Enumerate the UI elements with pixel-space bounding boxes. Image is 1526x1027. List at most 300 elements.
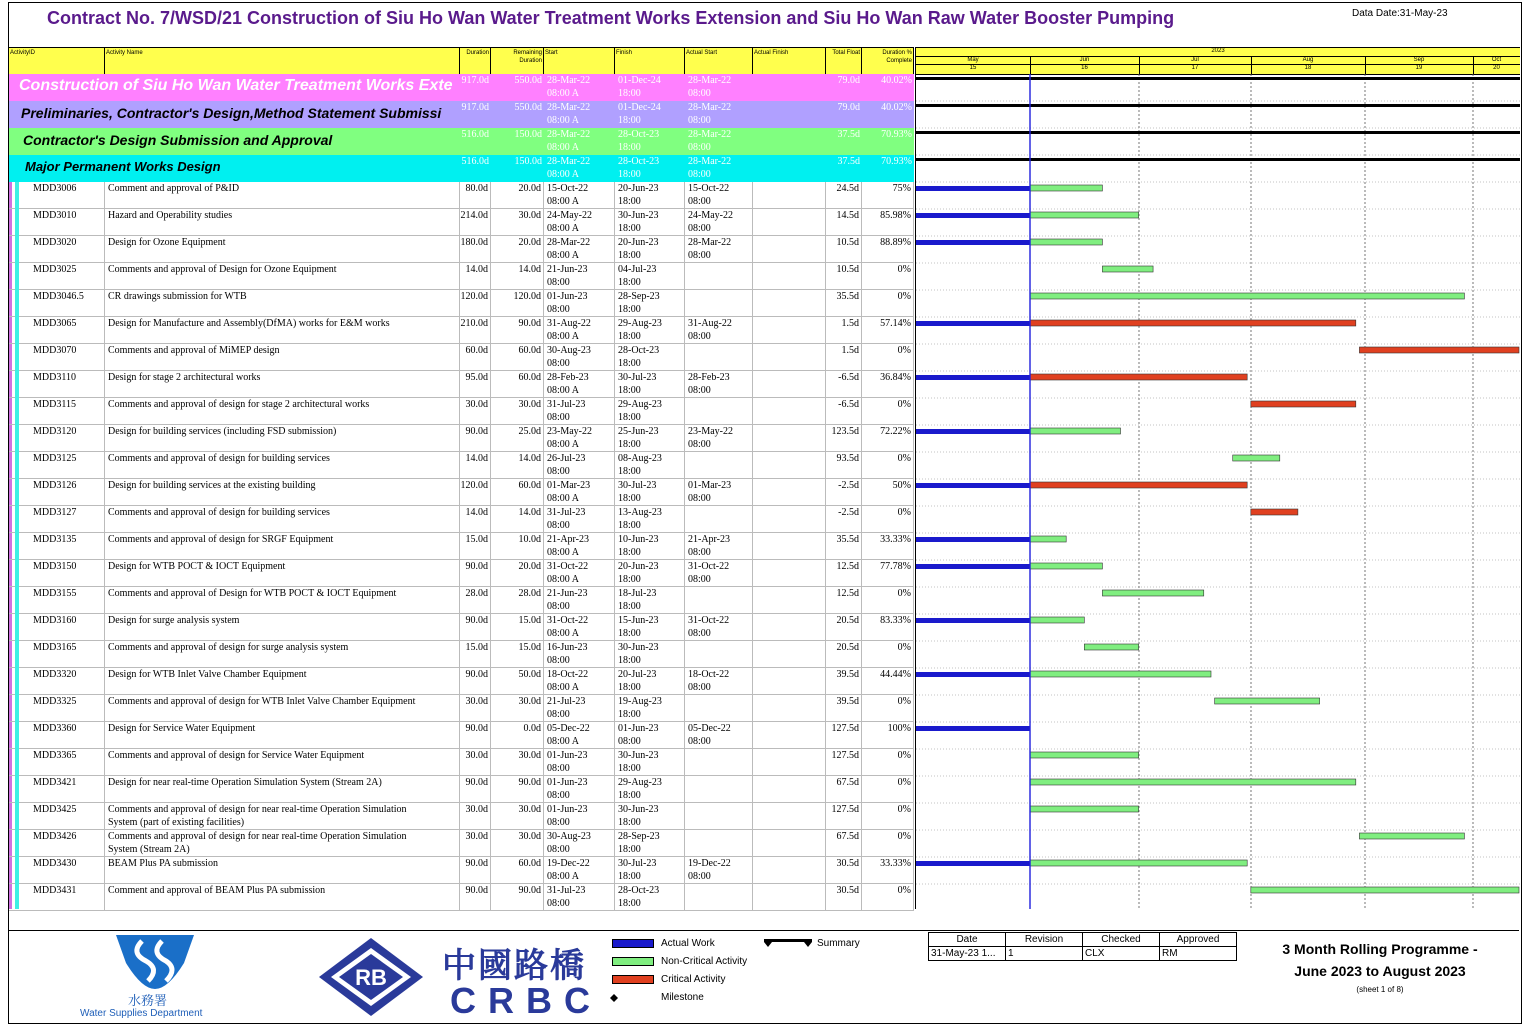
activity-start: 01-Jun-23 08:00 [544,803,615,830]
activity-tf: 30.5d [826,857,862,884]
activity-id: MDD3126 [9,479,105,506]
activity-id: MDD3020 [9,236,105,263]
activity-afin [753,452,826,479]
noncritical-activity-bar [1233,455,1280,461]
activity-dur: 210.0d [460,317,491,344]
activity-afin [753,506,826,533]
activity-rem: 90.0d [491,884,544,911]
group-start: 28-Mar-22 08:00 A [547,156,591,180]
activity-astart: 31-Oct-22 08:00 [685,560,753,587]
activity-row[interactable] [9,290,914,317]
group-pct: 70.93% [881,156,912,167]
activity-tf: 39.5d [826,695,862,722]
critical-activity-bar [1030,482,1247,488]
activity-row[interactable] [9,803,914,830]
activity-id: MDD3365 [9,749,105,776]
activity-dur: 14.0d [460,263,491,290]
activity-finish: 28-Sep-23 18:00 [615,830,685,857]
gantt-chart [915,47,1520,909]
activity-id: MDD3010 [9,209,105,236]
activity-dur: 120.0d [460,290,491,317]
activity-pct: 0% [862,803,914,830]
activity-finish: 30-Jun-23 18:00 [615,209,685,236]
group-finish: 28-Oct-23 18:00 [618,129,660,153]
approval-checked: CLX [1083,947,1160,961]
activity-pct: 44.44% [862,668,914,695]
activity-name: Design for building services (including FSD submission) [105,425,460,452]
group-dur: 516.0d [461,156,489,167]
activity-afin [753,587,826,614]
rb-logo-text: RB [355,965,387,990]
activity-astart [685,290,753,317]
activity-start: 16-Jun-23 08:00 [544,641,615,668]
activity-dur: 30.0d [460,830,491,857]
summary-bar [916,77,1520,80]
approval-header-checked: Checked [1083,933,1160,947]
activity-id: MDD3155 [9,587,105,614]
activity-row[interactable] [9,452,914,479]
actual-work-bar [916,564,1030,569]
group-tf: 37.5d [837,129,860,140]
activity-afin [753,182,826,209]
activity-id: MDD3426 [9,830,105,857]
activity-dur: 120.0d [460,479,491,506]
activity-name: Comment and approval of BEAM Plus PA submission [105,884,460,911]
activity-start: 21-Apr-23 08:00 A [544,533,615,560]
activity-dur: 30.0d [460,803,491,830]
activity-rem: 20.0d [491,560,544,587]
critical-activity-bar [1251,509,1298,515]
column-header: Duration [460,48,491,74]
activity-id: MDD3006 [9,182,105,209]
activity-astart: 01-Mar-23 08:00 [685,479,753,506]
activity-start: 31-Oct-22 08:00 A [544,614,615,641]
activity-rem: 90.0d [491,317,544,344]
activity-row[interactable] [9,614,914,641]
activity-name: Design for Ozone Equipment [105,236,460,263]
activity-row[interactable] [9,182,914,209]
column-header: Finish [615,48,685,74]
group-row[interactable] [9,74,914,101]
activity-finish: 18-Jul-23 18:00 [615,587,685,614]
activity-id: MDD3325 [9,695,105,722]
activity-start: 30-Aug-23 08:00 [544,830,615,857]
activity-name: Comments and approval of design for Service Water Equipment [105,749,460,776]
noncritical-activity-bar [1030,185,1102,191]
activity-astart [685,452,753,479]
activity-name: Design for Manufacture and Assembly(DfMA) works for E&M works [105,317,460,344]
group-rem: 150.0d [514,156,542,167]
noncritical-activity-bar [1030,212,1139,218]
activity-pct: 0% [862,830,914,857]
legend-actual-swatch [612,939,654,948]
activity-tf: 67.5d [826,776,862,803]
timescale-year: 2023 [1211,48,1225,54]
activity-astart [685,749,753,776]
activity-rem: 60.0d [491,479,544,506]
activity-tf: 127.5d [826,749,862,776]
activity-id: MDD3150 [9,560,105,587]
activity-start: 28-Feb-23 08:00 A [544,371,615,398]
activity-tf: -6.5d [826,371,862,398]
activity-finish: 29-Aug-23 18:00 [615,317,685,344]
activity-name: Comments and approval of design for surge analysis system [105,641,460,668]
activity-rem: 60.0d [491,371,544,398]
activity-name: Comments and approval of MiMEP design [105,344,460,371]
activity-id: MDD3046.5 [9,290,105,317]
group-astart: 28-Mar-22 08:00 [688,102,732,126]
activity-afin [753,398,826,425]
activity-rem: 120.0d [491,290,544,317]
group-start: 28-Mar-22 08:00 A [547,129,591,153]
activity-tf: 20.5d [826,641,862,668]
noncritical-activity-bar [1215,698,1320,704]
activity-afin [753,776,826,803]
activity-finish: 30-Jul-23 18:00 [615,479,685,506]
activity-finish: 13-Aug-23 18:00 [615,506,685,533]
activity-finish: 08-Aug-23 18:00 [615,452,685,479]
activity-afin [753,209,826,236]
activity-astart [685,263,753,290]
legend-summary-label: Summary [817,938,860,949]
summary-bar [916,131,1520,134]
activity-row[interactable] [9,560,914,587]
activity-dur: 90.0d [460,722,491,749]
activity-dur: 90.0d [460,614,491,641]
noncritical-activity-bar [1030,671,1211,677]
actual-work-bar [916,321,1030,326]
activity-row[interactable] [9,263,914,290]
timescale-month: Jul [1191,57,1199,63]
summary-bar [916,158,1520,161]
activity-pct: 0% [862,641,914,668]
activity-name: Comments and approval of design for near real-time Operation Simulation System (Stream 2A) [105,830,460,857]
activity-finish: 20-Jul-23 18:00 [615,668,685,695]
activity-row[interactable] [9,425,914,452]
actual-work-bar [916,483,1030,488]
crbc-english-name: CRBC [450,980,602,1021]
activity-name: Design for surge analysis system [105,614,460,641]
activity-afin [753,641,826,668]
activity-row[interactable] [9,830,914,857]
activity-start: 21-Jul-23 08:00 [544,695,615,722]
activity-afin [753,830,826,857]
activity-start: 18-Oct-22 08:00 A [544,668,615,695]
activity-tf: -2.5d [826,479,862,506]
activity-pct: 0% [862,884,914,911]
activity-id: MDD3110 [9,371,105,398]
activity-start: 28-Mar-22 08:00 A [544,236,615,263]
group-name: Construction of Siu Ho Wan Water Treatment Works Exte [19,77,453,94]
timescale-month-number: 15 [969,65,977,71]
actual-work-bar [916,672,1030,677]
column-header: Actual Start [685,48,753,74]
activity-start: 31-Jul-23 08:00 [544,884,615,911]
activity-row[interactable] [9,506,914,533]
activity-tf: 35.5d [826,290,862,317]
actual-work-bar [916,186,1030,191]
activity-start: 21-Jun-23 08:00 [544,587,615,614]
activity-id: MDD3025 [9,263,105,290]
activity-tf: 127.5d [826,803,862,830]
noncritical-activity-bar [1102,266,1153,272]
approval-header-approved: Approved [1160,933,1237,947]
activity-afin [753,533,826,560]
activity-afin [753,479,826,506]
actual-work-bar [916,375,1030,380]
activity-name: Comments and approval of Design for Ozone Equipment [105,263,460,290]
noncritical-activity-bar [1030,806,1139,812]
activity-astart: 23-May-22 08:00 [685,425,753,452]
activity-name: Design for WTB POCT & IOCT Equipment [105,560,460,587]
activity-finish: 30-Jun-23 18:00 [615,803,685,830]
activity-astart [685,344,753,371]
group-dur: 917.0d [461,75,489,86]
noncritical-activity-bar [1084,644,1138,650]
activity-start: 01-Mar-23 08:00 A [544,479,615,506]
activity-name: Comments and approval of design for stage 2 architectural works [105,398,460,425]
activity-tf: 39.5d [826,668,862,695]
actual-work-bar [916,537,1030,542]
activity-name: Comments and approval of design for WTB Inlet Valve Chamber Equipment [105,695,460,722]
actual-work-bar [916,618,1030,623]
group-tf: 79.0d [837,102,860,113]
activity-rem: 60.0d [491,857,544,884]
legend-actual-label: Actual Work [661,938,715,949]
activity-start: 15-Oct-22 08:00 A [544,182,615,209]
activity-name: Comments and approval of design for near real-time Operation Simulation System (part of existing facilities) [105,803,460,830]
activity-tf: -2.5d [826,506,862,533]
timescale-month: Aug [1302,57,1314,63]
activity-start: 24-May-22 08:00 A [544,209,615,236]
approval-header-date: Date [929,933,1006,947]
activity-dur: 90.0d [460,857,491,884]
activity-rem: 50.0d [491,668,544,695]
activity-id: MDD3425 [9,803,105,830]
noncritical-activity-bar [1030,239,1102,245]
group-row[interactable] [9,128,914,155]
activity-finish: 20-Jun-23 18:00 [615,236,685,263]
activity-row[interactable] [9,749,914,776]
group-band-inner [15,182,19,909]
activity-pct: 0% [862,749,914,776]
activity-name: Design for building services at the existing building [105,479,460,506]
group-finish: 28-Oct-23 18:00 [618,156,660,180]
activity-name: Design for WTB Inlet Valve Chamber Equipment [105,668,460,695]
activity-row[interactable] [9,317,914,344]
noncritical-activity-bar [1251,887,1519,893]
activity-rem: 90.0d [491,776,544,803]
timescale-month: Sep [1413,57,1425,63]
activity-row[interactable] [9,722,914,749]
activity-id: MDD3160 [9,614,105,641]
noncritical-activity-bar [1030,293,1464,299]
activity-start: 23-May-22 08:00 A [544,425,615,452]
activity-pct: 88.89% [862,236,914,263]
activity-tf: 10.5d [826,263,862,290]
activity-row[interactable] [9,668,914,695]
activity-tf: 1.5d [826,317,862,344]
activity-name: Design for near real-time Operation Simulation System (Stream 2A) [105,776,460,803]
activity-finish: 30-Jun-23 18:00 [615,749,685,776]
activity-row[interactable] [9,533,914,560]
activity-afin [753,344,826,371]
data-date: Data Date:31-May-23 [1352,8,1448,19]
activity-afin [753,695,826,722]
group-rem: 550.0d [514,75,542,86]
activity-row[interactable] [9,371,914,398]
activity-row[interactable] [9,695,914,722]
activity-dur: 14.0d [460,452,491,479]
noncritical-activity-bar [1030,563,1102,569]
activity-pct: 0% [862,587,914,614]
activity-rem: 30.0d [491,209,544,236]
group-name: Preliminaries, Contractor's Design,Method Statement Submissi [21,105,442,121]
group-tf: 79.0d [837,75,860,86]
activity-pct: 36.84% [862,371,914,398]
wsd-chinese-name: 水務署 [128,993,168,1008]
group-finish: 01-Dec-24 18:00 [618,102,661,126]
activity-rem: 0.0d [491,722,544,749]
activity-dur: 214.0d [460,209,491,236]
activity-tf: 12.5d [826,587,862,614]
activity-afin [753,857,826,884]
column-header: Activity Name [105,48,460,74]
footer-divider [9,930,1519,931]
activity-rem: 14.0d [491,263,544,290]
activity-afin [753,722,826,749]
activity-start: 26-Jul-23 08:00 [544,452,615,479]
activity-id: MDD3165 [9,641,105,668]
timescale-month: Jun [1079,57,1090,63]
noncritical-activity-bar [1359,833,1464,839]
activity-rem: 30.0d [491,695,544,722]
activity-row[interactable] [9,587,914,614]
activity-finish: 29-Aug-23 18:00 [615,776,685,803]
activity-pct: 0% [862,290,914,317]
activity-row[interactable] [9,479,914,506]
activity-afin [753,236,826,263]
activity-pct: 72.22% [862,425,914,452]
activity-rem: 28.0d [491,587,544,614]
critical-activity-bar [1030,374,1247,380]
actual-work-bar [916,429,1030,434]
activity-finish: 15-Jun-23 18:00 [615,614,685,641]
activity-id: MDD3127 [9,506,105,533]
group-pct: 70.93% [881,129,912,140]
activity-finish: 19-Aug-23 18:00 [615,695,685,722]
activity-row[interactable] [9,398,914,425]
activity-row[interactable] [9,776,914,803]
activity-dur: 90.0d [460,776,491,803]
activity-afin [753,749,826,776]
activity-rem: 30.0d [491,803,544,830]
activity-rem: 14.0d [491,452,544,479]
activity-afin [753,884,826,911]
rb-logo-icon [317,936,425,1018]
legend-critical-label: Critical Activity [661,974,726,985]
activity-dur: 15.0d [460,641,491,668]
activity-row[interactable] [9,344,914,371]
activity-astart: 31-Oct-22 08:00 [685,614,753,641]
group-row[interactable] [9,101,914,128]
timescale-month-number: 20 [1493,65,1500,71]
critical-activity-bar [1251,401,1356,407]
group-astart: 28-Mar-22 08:00 [688,156,732,180]
activity-finish: 28-Oct-23 18:00 [615,884,685,911]
activity-pct: 0% [862,776,914,803]
activity-id: MDD3421 [9,776,105,803]
timescale-month: Oct [1491,57,1502,63]
group-start: 28-Mar-22 08:00 A [547,75,591,99]
actual-work-bar [916,213,1030,218]
group-tf: 37.5d [837,156,860,167]
activity-pct: 0% [862,695,914,722]
activity-row[interactable] [9,857,914,884]
group-astart: 28-Mar-22 08:00 [688,129,732,153]
activity-name: Design for stage 2 architectural works [105,371,460,398]
approval-header-revision: Revision [1006,933,1083,947]
group-name: Major Permanent Works Design [25,159,221,174]
activity-pct: 33.33% [862,533,914,560]
activity-dur: 60.0d [460,344,491,371]
group-row[interactable] [9,155,914,182]
activity-finish: 28-Oct-23 18:00 [615,344,685,371]
activity-astart [685,398,753,425]
activity-id: MDD3360 [9,722,105,749]
activity-dur: 80.0d [460,182,491,209]
timescale-month-number: 19 [1415,65,1423,71]
activity-start: 01-Jun-23 08:00 [544,776,615,803]
activity-start: 21-Jun-23 08:00 [544,263,615,290]
noncritical-activity-bar [1030,860,1247,866]
timescale-month-number: 16 [1081,65,1088,71]
activity-astart: 15-Oct-22 08:00 [685,182,753,209]
group-finish: 01-Dec-24 18:00 [618,75,661,99]
activity-row[interactable] [9,236,914,263]
activity-dur: 30.0d [460,749,491,776]
sheet-number: (sheet 1 of 8) [1356,985,1404,994]
activity-dur: 180.0d [460,236,491,263]
activity-id: MDD3125 [9,452,105,479]
activity-rem: 10.0d [491,533,544,560]
activity-name: Comments and approval of design for SRGF Equipment [105,533,460,560]
noncritical-activity-bar [1030,617,1084,623]
activity-pct: 75% [862,182,914,209]
activity-row[interactable] [9,209,914,236]
crbc-chinese-name: 中國路橋 [442,947,586,985]
activity-astart [685,695,753,722]
activity-dur: 90.0d [460,668,491,695]
activity-tf: 12.5d [826,560,862,587]
activity-start: 01-Jun-23 08:00 [544,749,615,776]
activity-id: MDD3115 [9,398,105,425]
noncritical-activity-bar [1102,590,1203,596]
activity-row[interactable] [9,884,914,911]
activity-row[interactable] [9,641,914,668]
activity-tf: 14.5d [826,209,862,236]
activity-astart: 28-Feb-23 08:00 [685,371,753,398]
activity-afin [753,290,826,317]
activity-astart: 21-Apr-23 08:00 [685,533,753,560]
group-astart: 28-Mar-22 08:00 [688,75,732,99]
activity-name: Comments and approval of Design for WTB POCT & IOCT Equipment [105,587,460,614]
activity-dur: 90.0d [460,884,491,911]
activity-astart: 19-Dec-22 08:00 [685,857,753,884]
activity-name: Comments and approval of design for building services [105,506,460,533]
approval-date: 31-May-23 1... [929,947,1006,961]
noncritical-activity-bar [1030,536,1066,542]
